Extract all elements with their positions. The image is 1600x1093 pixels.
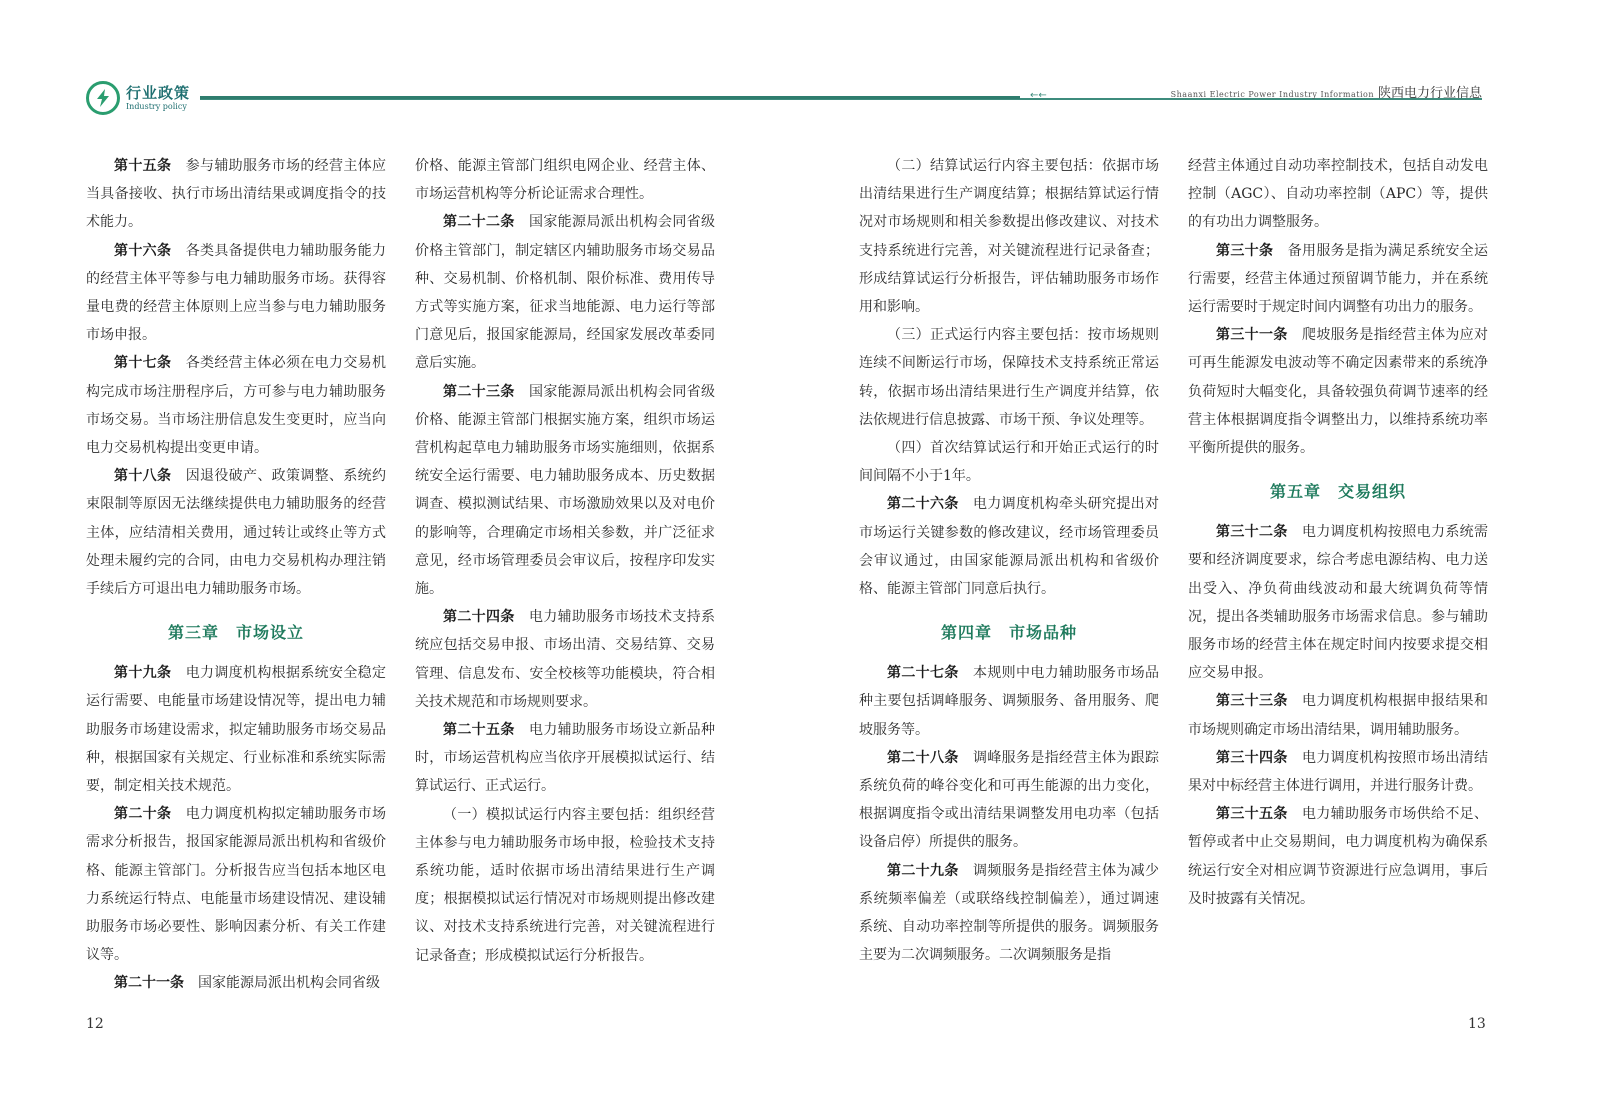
article-text: 调峰服务是指经营主体为跟踪系统负荷的峰谷变化和可再生能源的出力变化，根据调度指令或出清结果调整发用电功率（包括设备启停）所提供的服务。 [859, 749, 1160, 851]
section-header [86, 78, 190, 118]
article-label: 第十六条 [114, 242, 172, 259]
article-29-continued: 经营主体通过自动功率控制技术，包括自动发电控制（AGC）、自动功率控制（APC）等，提供的有功出力调整服务。 [1188, 158, 1488, 231]
header-rule-accent [200, 96, 1020, 99]
article-19 [86, 659, 386, 800]
article-text: 电力调度机构拟定辅助服务市场需求分析报告，报国家能源局派出机构和省级价格、能源主管部门。分析报告应当包括本地区电力系统运行特点、电能量市场建设情况、建设辅助服务市场必要性、影响因素分析、有关工作建议等。 [86, 806, 387, 964]
chapter-3-heading: 第三章 市场设立 [167, 623, 304, 643]
section-title-cn: 行业政策 [126, 83, 191, 102]
article-25-item-1: （一）模拟试运行内容主要包括：组织经营主体参与电力辅助服务市场申报，检验技术支持系统功能，适时依据市场出清结果进行生产调度；根据模拟试运行情况对市场规则提出修改建议、对技术支持系统进行完善，对关键流程进行记录备查；形成模拟试运行分析报告。 [415, 806, 715, 964]
article-text: 国家能源局派出机构会同省级 [198, 975, 380, 992]
double-arrow-left-icon: ←← [1030, 90, 1047, 101]
article-21-continued: 价格、能源主管部门组织电网企业、经营主体、市场运营机构等分析论证需求合理性。 [415, 158, 715, 203]
article-label: 第二十八条 [887, 749, 959, 766]
article-17 [86, 349, 386, 462]
article-text: 各类具备提供电力辅助服务能力的经营主体平等参与电力辅助服务市场。获得容量电费的经营主体原则上应当参与电力辅助服务市场申报。 [86, 242, 387, 344]
page-number-left: 12 [86, 1016, 104, 1032]
article-label: 第二十一条 [114, 975, 184, 992]
article-text: 参与辅助服务市场的经营主体应当具备接收、执行市场出清结果或调度指令的技术能力。 [86, 158, 387, 231]
publication-name-cn: 陕西电力行业信息 [1377, 86, 1482, 101]
article-20 [86, 800, 386, 969]
article-text: 电力调度机构牵头研究提出对市场运行关键参数的修改建议，经市场管理委员会审议通过，由国家能源局派出机构和省级价格、能源主管部门同意后执行。 [859, 496, 1160, 598]
article-label: 第二十四条 [443, 609, 515, 626]
article-35 [1188, 800, 1488, 913]
article-label: 第十八条 [114, 468, 172, 485]
article-15 [86, 152, 386, 237]
article-25-item-2: （二）结算试运行内容主要包括：依据市场出清结果进行生产调度结算；根据结算试运行情况对市场规则和相关参数提出修改建议、对技术支持系统进行完善，对关键流程进行记录备查；形成结算试运行分析报告，评估辅助服务市场作用和影响。 [859, 158, 1159, 316]
article-text: 调频服务是指经营主体为减少系统频率偏差（或联络线控制偏差），通过调速系统、自动功率控制等所提供的服务。调频服务主要为二次调频服务。二次调频服务是指 [859, 862, 1160, 964]
article-label: 第二十二条 [443, 214, 515, 231]
article-text: 国家能源局派出机构会同省级价格、能源主管部门根据实施方案，组织市场运营机构起草电力辅助服务市场实施细则，依据系统安全运行需要、电力辅助服务成本、历史数据调查、模拟测试结果、市场激励效果以及对电价的影响等，合理确定市场相关参数，并广泛征求意见，经市场管理委员会审议后，按程序印发实施。 [415, 383, 716, 598]
article-label: 第三十五条 [1216, 806, 1288, 823]
article-16 [86, 237, 386, 350]
article-label: 第十九条 [114, 665, 172, 682]
article-29 [859, 857, 1159, 970]
article-34 [1188, 744, 1488, 800]
publication-header [1171, 82, 1482, 101]
page-number-right: 13 [1468, 1016, 1486, 1032]
article-text: 备用服务是指为满足系统安全运行需要，经营主体通过预留调节能力，并在系统运行需要时于规定时间内调整有功出力的服务。 [1188, 242, 1489, 316]
article-label: 第十七条 [114, 355, 172, 372]
article-22 [415, 208, 715, 377]
article-25-item-3: （三）正式运行内容主要包括：按市场规则连续不间断运行市场，保障技术支持系统正常运转，依据市场出清结果进行生产调度并结算，依法依规进行信息披露、市场干预、争议处理等。 [859, 327, 1159, 428]
article-text: 电力辅助服务市场技术支持系统应包括交易申报、市场出清、交易结算、交易管理、信息发布、安全校核等功能模块，符合相关技术规范和市场规则要求。 [415, 609, 716, 710]
section-title-en: Industry policy [126, 101, 187, 111]
article-label: 第三十一条 [1216, 327, 1288, 344]
article-text: 各类经营主体必须在电力交易机构完成市场注册程序后，方可参与电力辅助服务市场交易。当市场注册信息发生变更时，应当向电力交易机构提出变更申请。 [86, 355, 387, 457]
article-label: 第三十条 [1216, 242, 1274, 259]
article-33 [1188, 687, 1488, 743]
article-18 [86, 462, 386, 603]
article-label: 第二十三条 [443, 383, 515, 400]
article-21 [86, 969, 386, 997]
article-text: 电力辅助服务市场供给不足、暂停或者中止交易期间，电力调度机构为确保系统运行安全对相应调节资源进行应急调用，事后及时披露有关情况。 [1188, 806, 1489, 907]
text-column-2 [415, 152, 715, 970]
article-text: 电力调度机构按照电力系统需要和经济调度要求，综合考虑电源结构、电力送出受入、净负荷曲线波动和最大统调负荷等情况，提出各类辅助服务市场需求信息。参与辅助服务市场的经营主体在规定时间内按要求提交相应交易申报。 [1188, 524, 1489, 682]
article-32 [1188, 518, 1488, 687]
text-column-4 [1188, 152, 1488, 913]
article-27 [859, 659, 1159, 744]
text-column-1 [86, 152, 386, 998]
article-label: 第二十六条 [887, 496, 959, 513]
article-text: 国家能源局派出机构会同省级价格主管部门，制定辖区内辅助服务市场交易品种、交易机制、价格机制、限价标准、费用传导方式等实施方案，征求当地能源、电力运行等部门意见后，报国家能源局，经国家发展改革委同意后实施。 [415, 214, 716, 372]
article-24 [415, 603, 715, 716]
article-label: 第三十四条 [1216, 749, 1288, 766]
publication-name-en: Shaanxi Electric Power Industry Information [1170, 90, 1374, 99]
article-31 [1188, 321, 1488, 462]
article-label: 第三十二条 [1216, 524, 1288, 541]
article-23 [415, 378, 715, 604]
article-label: 第二十七条 [887, 665, 959, 682]
article-label: 第二十条 [114, 806, 172, 823]
text-column-3 [859, 152, 1159, 969]
article-28 [859, 744, 1159, 857]
article-text: 电力辅助服务市场设立新品种时，市场运营机构应当依序开展模拟试运行、结算试运行、正式运行。 [415, 722, 716, 795]
chapter-5-heading: 第五章 交易组织 [1269, 482, 1406, 502]
article-label: 第二十九条 [887, 862, 959, 879]
chapter-4-heading: 第四章 市场品种 [940, 623, 1077, 643]
article-text: 因退役破产、政策调整、系统约束限制等原因无法继续提供电力辅助服务的经营主体，应结清相关费用，通过转让或终止等方式处理未履约完的合同，由电力交易机构办理注销手续后方可退出电力辅助服务市场。 [86, 468, 387, 598]
article-25 [415, 716, 715, 801]
article-text: 电力调度机构根据系统安全稳定运行需要、电能量市场建设情况等，提出电力辅助服务市场建设需求，拟定辅助服务市场交易品种，根据国家有关规定、行业标准和系统实际需要，制定相关技术规范。 [86, 665, 387, 795]
article-label: 第二十五条 [443, 722, 515, 739]
article-30 [1188, 237, 1488, 322]
article-26 [859, 490, 1159, 603]
article-text: 电力调度机构按照市场出清结果对中标经营主体进行调用，并进行服务计费。 [1188, 749, 1489, 795]
lightning-logo-icon [86, 81, 120, 115]
article-text: 电力调度机构根据申报结果和市场规则确定市场出清结果，调用辅助服务。 [1188, 693, 1489, 738]
article-text: 本规则中电力辅助服务市场品种主要包括调峰服务、调频服务、备用服务、爬坡服务等。 [859, 665, 1160, 738]
article-label: 第三十三条 [1216, 693, 1288, 710]
article-label: 第十五条 [114, 158, 172, 174]
article-text: 爬坡服务是指经营主体为应对可再生能源发电波动等不确定因素带来的系统净负荷短时大幅变化，具备较强负荷调节速率的经营主体根据调度指令调整出力，以维持系统功率平衡所提供的服务。 [1188, 327, 1489, 457]
article-25-item-4: （四）首次结算试运行和开始正式运行的时间间隔不小于1年。 [859, 440, 1159, 485]
